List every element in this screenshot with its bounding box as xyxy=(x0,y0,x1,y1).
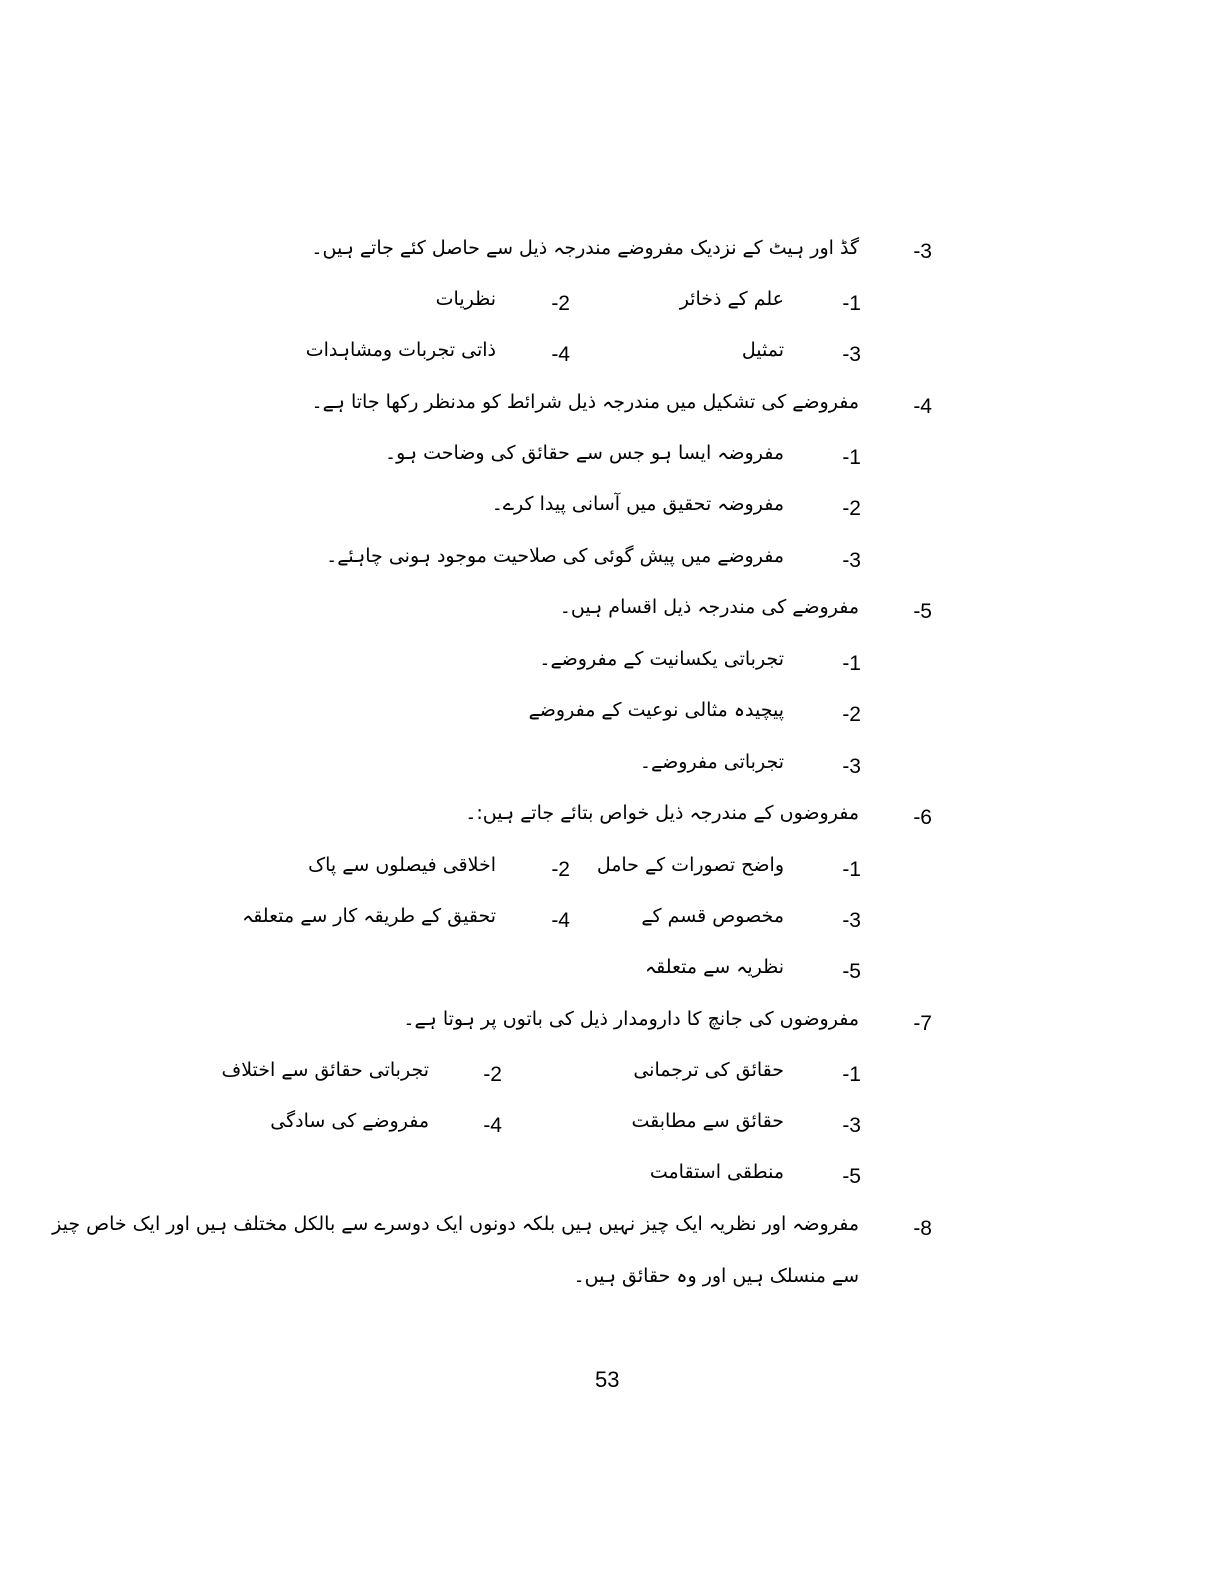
question-3-text: گڈ اور ہیٹ کے نزدیک مفروضے مندرجہ ذیل سے حاصل کئے جاتے ہیں۔ xyxy=(311,237,859,259)
q3-option-3-text: تمثیل xyxy=(741,339,784,361)
q3-option-4-text: ذاتی تجربات ومشاہدات xyxy=(305,339,496,361)
q6-option-2-text: اخلاقی فیصلوں سے پاک xyxy=(308,854,496,876)
q7-option-4-number: -4 xyxy=(483,1114,502,1137)
q4-option-1-text: مفروضہ ایسا ہو جس سے حقائق کی وضاحت ہو۔ xyxy=(384,442,784,464)
question-7-number: -7 xyxy=(913,1012,932,1035)
q7-option-2-text: تجرباتی حقائق سے اختلاف xyxy=(221,1059,429,1081)
q7-option-4-text: مفروضے کی سادگی xyxy=(270,1110,429,1132)
q4-option-2-number: -2 xyxy=(842,497,861,520)
q6-option-3-number: -3 xyxy=(842,909,861,932)
q3-option-4-number: -4 xyxy=(551,343,570,366)
question-8-continuation: سے منسلک ہیں اور وہ حقائق ہیں۔ xyxy=(573,1265,859,1287)
q6-option-3-text: مخصوص قسم کے xyxy=(641,905,784,927)
q7-option-2-number: -2 xyxy=(483,1063,502,1086)
q4-option-3-text: مفروضے میں پیش گوئی کی صلاحیت موجود ہونی چاہئے۔ xyxy=(326,545,784,567)
question-5-number: -5 xyxy=(913,600,932,623)
q6-option-1-number: -1 xyxy=(842,858,861,881)
question-3-number: -3 xyxy=(913,240,932,263)
q7-option-5-number: -5 xyxy=(842,1165,861,1188)
q7-option-5-text: منطقی استقامت xyxy=(649,1161,784,1183)
question-7-text: مفروضوں کی جانچ کا دارومدار ذیل کی باتوں پر ہوتا ہے۔ xyxy=(403,1008,859,1030)
q3-option-3-number: -3 xyxy=(842,343,861,366)
q6-option-5-number: -5 xyxy=(842,960,861,983)
question-4-text: مفروضے کی تشکیل میں مندرجہ ذیل شرائط کو مدنظر رکھا جاتا ہے۔ xyxy=(311,391,859,413)
question-8-text: مفروضہ اور نظریہ ایک چیز نہیں ہیں بلکہ دونوں ایک دوسرے سے بالکل مختلف ہیں اور ایک خاص چیز xyxy=(52,1213,859,1235)
q5-option-3-number: -3 xyxy=(842,755,861,778)
q7-option-3-text: حقائق سے مطابقت xyxy=(631,1110,784,1132)
q4-option-1-number: -1 xyxy=(842,446,861,469)
q5-option-2-number: -2 xyxy=(842,703,861,726)
q6-option-5-text: نظریہ سے متعلقہ xyxy=(644,956,784,978)
q6-option-2-number: -2 xyxy=(551,858,570,881)
question-5-text: مفروضے کی مندرجہ ذیل اقسام ہیں۔ xyxy=(559,596,859,618)
q3-option-1-number: -1 xyxy=(842,292,861,315)
question-6-text: مفروضوں کے مندرجہ ذیل خواص بتائے جاتے ہیں:۔ xyxy=(465,802,859,824)
q3-option-2-text: نظریات xyxy=(435,288,496,310)
page-number: 53 xyxy=(595,1367,620,1392)
q7-option-1-number: -1 xyxy=(842,1063,861,1086)
q3-option-1-text: علم کے ذخائر xyxy=(679,288,784,310)
question-4-number: -4 xyxy=(913,395,932,418)
q3-option-2-number: -2 xyxy=(551,292,570,315)
q7-option-3-number: -3 xyxy=(842,1114,861,1137)
q5-option-3-text: تجرباتی مفروضے۔ xyxy=(639,751,784,773)
q7-option-1-text: حقائق کی ترجمانی xyxy=(633,1059,784,1081)
q4-option-2-text: مفروضہ تحقیق میں آسانی پیدا کرے۔ xyxy=(491,493,784,515)
q6-option-1-text: واضح تصورات کے حامل xyxy=(596,854,784,876)
q5-option-1-text: تجرباتی یکسانیت کے مفروضے۔ xyxy=(539,648,784,670)
q6-option-4-text: تحقیق کے طریقہ کار سے متعلقہ xyxy=(242,905,496,927)
question-6-number: -6 xyxy=(913,806,932,829)
question-8-number: -8 xyxy=(913,1217,932,1240)
q5-option-2-text: پیچیدہ مثالی نوعیت کے مفروضے xyxy=(528,699,784,721)
q5-option-1-number: -1 xyxy=(842,652,861,675)
q4-option-3-number: -3 xyxy=(842,549,861,572)
q6-option-4-number: -4 xyxy=(551,909,570,932)
